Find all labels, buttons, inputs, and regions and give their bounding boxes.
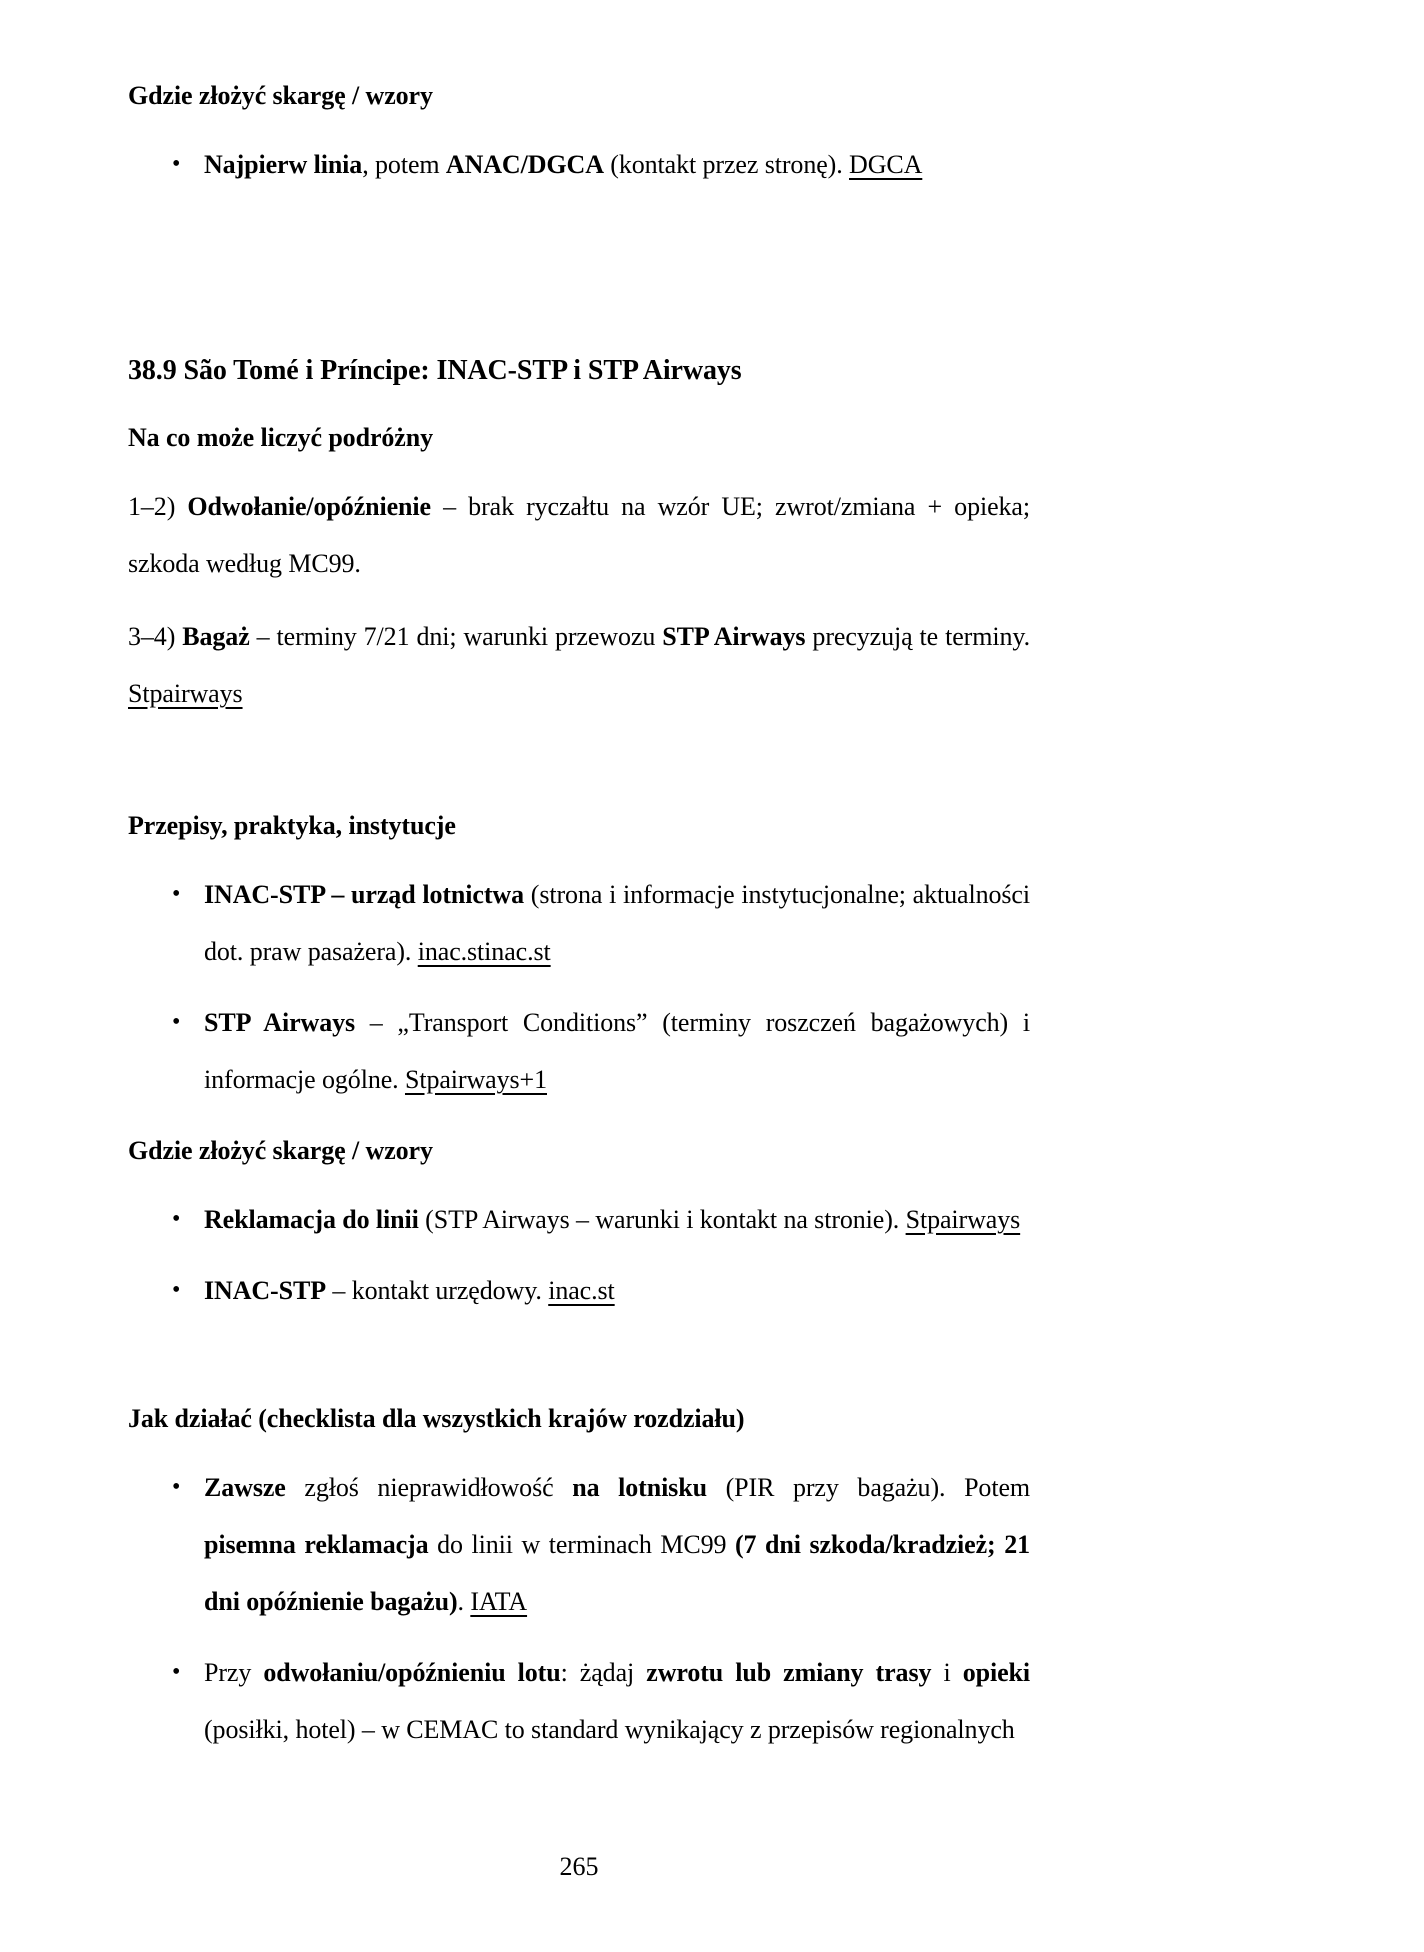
bullet-stp-airways-conditions [128,994,1030,1108]
bullet-icon: • [172,1659,181,1685]
link-stpairways-1[interactable]: Stpairways [128,679,243,708]
link-stpairways-2[interactable]: Stpairways [905,1205,1021,1234]
bullet-icon: • [172,1277,181,1303]
text-run: – „Transport Conditions” (terminy roszczeń bagażowych) i informacje ogólne. [204,1008,1030,1094]
text-run: . [457,1587,471,1616]
bullet-text [204,150,922,179]
bullet-text [204,880,1030,966]
text-run: zwrotu lub zmiany trasy [646,1658,932,1687]
text-run: 38.9 São Tomé i Príncipe: INAC-STP i STP Airways [128,355,742,386]
bullet-icon: • [172,1474,181,1500]
text-run: pisemna reklamacja [204,1530,429,1559]
bullet-text [204,1205,1020,1234]
bullet-icon: • [172,151,181,177]
link-inac-stinac-st[interactable]: inac.stinac.st [417,937,551,966]
heading-gdzie-zlozyc-skarge-1 [128,67,1030,124]
text-run: Jak działać (checklista dla wszystkich krajów rozdziału) [128,1404,745,1433]
text-run: (7 dni szkoda/kradzież; 21 dni opóźnienie bagażu) [204,1530,1030,1616]
bullet-najpierw-linia [128,136,1030,193]
bullet-text [204,1658,1030,1744]
text-run: Przy [204,1658,264,1687]
bullet-icon: • [172,1009,181,1035]
text-run: – brak ryczałtu na wzór UE; zwrot/zmiana + opieka; szkoda według MC99. [128,492,1030,578]
text-run: na lotnisku [572,1473,707,1502]
bullet-icon: • [172,1206,181,1232]
text-run: 1–2) [128,492,188,521]
text-run: 3–4) [128,622,183,651]
spacer [128,738,1030,797]
text-run: opieki [962,1658,1030,1687]
text-run: (kontakt przez stronę). [603,150,850,179]
link-inac-st[interactable]: inac.st [548,1276,615,1305]
bullet-inac-stp-kontakt [128,1262,1030,1319]
spacer [128,1333,1030,1390]
heading-na-co-moze-liczyc [128,409,1030,466]
bullet-icon: • [172,881,181,907]
text-run: – terminy 7/21 dni; warunki przewozu [249,622,663,651]
text-run: Najpierw linia [204,150,363,179]
page-number: 265 [559,1852,599,1881]
text-run: – kontakt urzędowy. [326,1276,549,1305]
document-content [128,67,1030,1772]
text-run: odwołaniu/opóźnieniu lotu [263,1658,561,1687]
text-run: Zawsze [204,1473,286,1502]
text-run: precyzują te terminy. [805,622,1030,651]
bullet-inac-stp-urzad [128,866,1030,980]
text-run: ANAC/DGCA [445,150,604,179]
text-run: (strona i informacje instytucjonalne; aktualności dot. praw pasażera). [204,880,1030,966]
text-run: Bagaż [182,622,250,651]
para-odwolanie-opoznienie [128,478,1030,592]
text-run: (posiłki, hotel) – w CEMAC to standard wynikający z przepisów regionalnych [204,1715,1015,1744]
text-run: Odwołanie/opóźnienie [187,492,431,521]
spacer [128,207,1030,342]
heading-38-9-sao-tome [128,342,1030,399]
bullet-reklamacja-do-linii [128,1191,1030,1248]
text-run: i [931,1658,963,1687]
text-run: zgłoś nieprawidłowość [285,1473,573,1502]
heading-przepisy-praktyka [128,797,1030,854]
heading-gdzie-zlozyc-skarge-2 [128,1122,1030,1179]
text-run: Przepisy, praktyka, instytucje [128,811,456,840]
text-run: Gdzie złożyć skargę / wzory [128,1136,433,1165]
para-bagaz [128,608,1030,722]
link-dgca[interactable]: DGCA [849,150,923,179]
bullet-text [204,1473,1030,1616]
text-run: INAC-STP [204,1276,326,1305]
bullet-zawsze-zglos [128,1459,1030,1630]
text-run: (PIR przy bagażu). Potem [706,1473,1031,1502]
link-iata[interactable]: IATA [470,1587,528,1616]
bullet-przy-odwolaniu [128,1644,1030,1758]
heading-jak-dzialac [128,1390,1030,1447]
text-run: STP Airways [662,622,806,651]
text-run: : żądaj [560,1658,647,1687]
bullet-text [204,1008,1030,1094]
text-run: Na co może liczyć podróżny [128,423,433,452]
text-run: do linii w terminach MC99 [428,1530,735,1559]
link-stpairways-plus-1[interactable]: Stpairways+1 [404,1065,547,1094]
text-run: Gdzie złożyć skargę / wzory [128,81,433,110]
bullet-text [204,1276,615,1305]
text-run: INAC-STP – urząd lotnictwa [204,880,524,909]
text-run: (STP Airways – warunki i kontakt na stronie). [418,1205,906,1234]
text-run: , potem [362,150,446,179]
text-run: STP Airways [204,1008,356,1037]
text-run: Reklamacja do linii [204,1205,419,1234]
